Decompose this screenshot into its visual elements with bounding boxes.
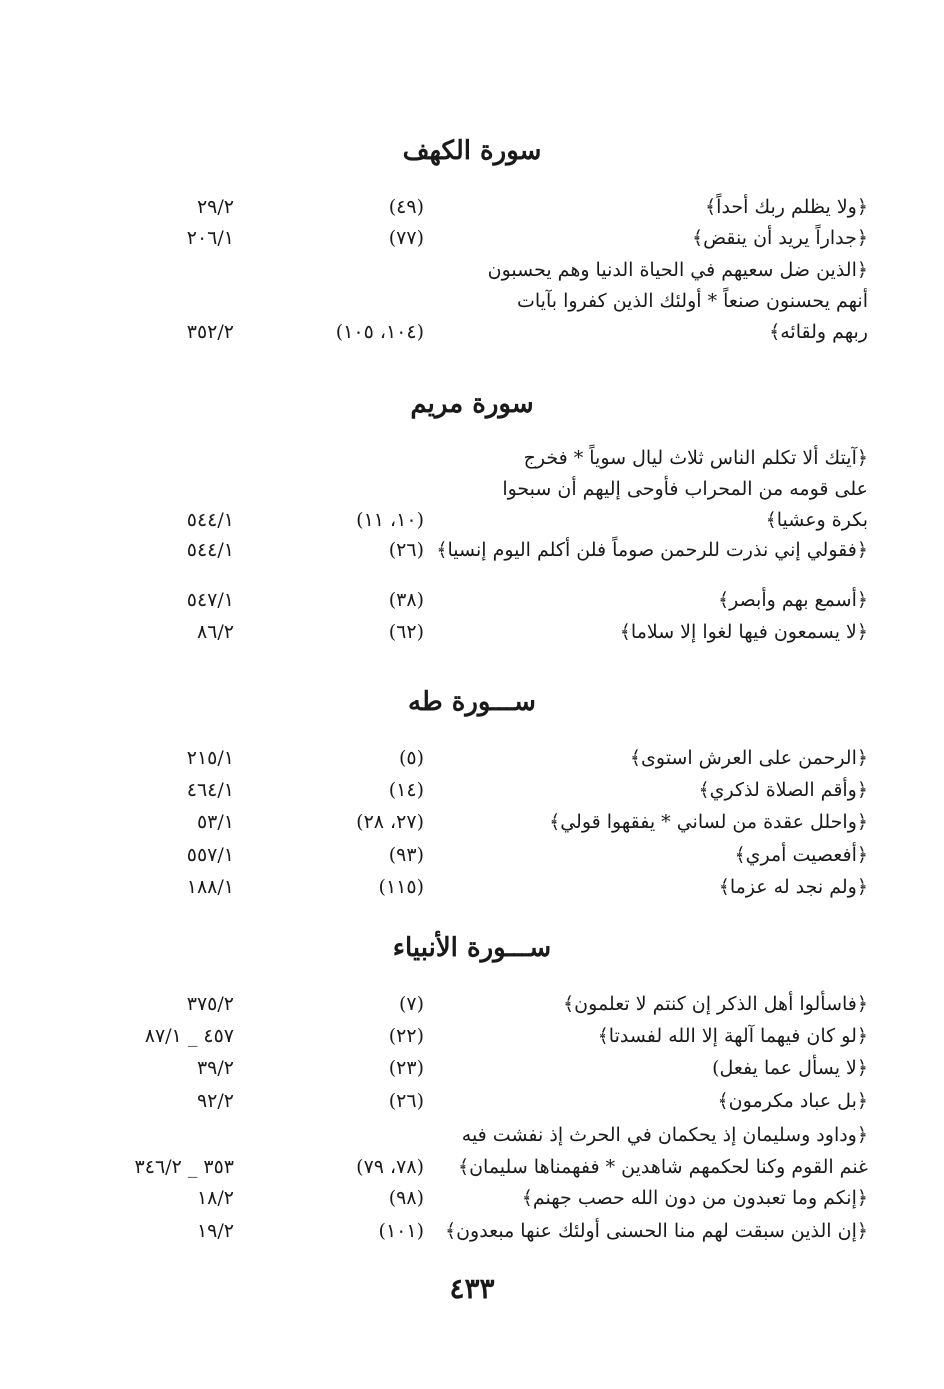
page-reference: ٣٧٥/٢ [186, 993, 234, 1015]
page-reference: ٣٩/٢ [196, 1057, 234, 1079]
verse-number: (٢٦) [388, 539, 424, 561]
verse-text: ﴿الذين ضل سعيهم في الحياة الدنيا وهم يحسبون [487, 259, 868, 281]
verse-text: ﴿أفعصيت أمري﴾ [734, 844, 868, 866]
verse-text: أنهم يحسنون صنعاً * أولئك الذين كفروا بآيات [517, 290, 868, 312]
index-row [0, 876, 944, 908]
verse-number: (٢٧، ٢٨) [356, 811, 424, 833]
verse-number: (٩٨) [388, 1187, 424, 1209]
verse-text: ﴿وداود وسليمان إذ يحكمان في الحرث إذ نفشت فيه [461, 1124, 868, 1146]
page-reference: ٣٥٢/٢ [186, 321, 234, 343]
verse-text: ﴿وأقم الصلاة لذكري﴾ [698, 779, 868, 801]
index-row [0, 539, 944, 571]
surah-heading-maryam: سورة مريم [410, 389, 534, 419]
index-row [0, 1156, 944, 1188]
verse-text: غنم القوم وكنا لحكمهم شاهدين * ففهمناها سليمان﴾ [457, 1156, 868, 1178]
index-row [0, 1220, 944, 1252]
verse-text: ﴿ولا يظلم ربك أحداً﴾ [705, 196, 868, 218]
index-row [0, 321, 944, 353]
index-row [0, 478, 944, 510]
index-row [0, 227, 944, 259]
verse-number: (٧٨، ٧٩) [356, 1156, 424, 1178]
verse-number: (٢٣) [388, 1057, 424, 1079]
verse-text: ﴿أسمع بهم وأبصر﴾ [717, 589, 868, 611]
verse-text: ﴿لا يسأل عما يفعل) [712, 1057, 868, 1079]
verse-number: (٣٨) [388, 589, 424, 611]
verse-text: على قومه من المحراب فأوحى إليهم أن سبحوا [502, 478, 868, 500]
verse-text: ﴿لو كان فيهما آلهة إلا الله لفسدتا﴾ [597, 1025, 868, 1047]
page-reference: ٢٠٦/١ [186, 227, 234, 249]
index-row [0, 747, 944, 779]
verse-number: (٧) [398, 993, 424, 1015]
index-row [0, 196, 944, 228]
page-reference: ٩٢/٢ [196, 1090, 234, 1112]
page-number: ٤٣٣ [449, 1272, 495, 1305]
index-row [0, 1025, 944, 1057]
page-reference: ١٨/٢ [196, 1187, 234, 1209]
index-row [0, 811, 944, 843]
verse-text: ﴿فاسألوا أهل الذكر إن كنتم لا تعلمون﴾ [563, 993, 868, 1015]
verse-text: ربهم ولقائه﴾ [769, 321, 868, 343]
verse-number: (١١٥) [378, 876, 424, 898]
verse-number: (٧٧) [388, 227, 424, 249]
verse-number: (٩٣) [388, 844, 424, 866]
index-row [0, 447, 944, 479]
surah-heading-anbiya: ســـورة الأنبياء [392, 933, 552, 963]
index-row [0, 993, 944, 1025]
verse-text: ﴿فقولي إني نذرت للرحمن صوماً فلن أكلم اليوم إنسيا﴾ [436, 539, 868, 561]
verse-number: (٢٦) [388, 1090, 424, 1112]
verse-number: (٤٩) [388, 196, 424, 218]
surah-heading-taha: ســـورة طه [408, 687, 536, 717]
verse-number: (٢٢) [388, 1025, 424, 1047]
verse-number: (١٠٤، ١٠٥) [335, 321, 424, 343]
page-reference: ٥٤٤/١ [186, 539, 234, 561]
verse-number: (١٤) [388, 779, 424, 801]
index-row [0, 621, 944, 653]
index-row [0, 1057, 944, 1089]
verse-number: (١٠١) [378, 1220, 424, 1242]
page-reference: ٨٦/٢ [196, 621, 234, 643]
page-reference: ٣٥٣ _ ٣٤٦/٢ [134, 1156, 234, 1178]
verse-number: (١٠، ١١) [356, 509, 424, 531]
page-reference: ٢١٥/١ [186, 747, 234, 769]
verse-text: ﴿إنكم وما تعبدون من دون الله حصب جهنم﴾ [521, 1187, 868, 1209]
verse-text: بكرة وعشيا﴾ [765, 509, 868, 531]
page-reference: ١٩/٢ [196, 1220, 234, 1242]
surah-heading-kahf: سورة الكهف [402, 136, 542, 166]
verse-text: ﴿جداراً يريد أن ينقض﴾ [691, 227, 868, 249]
page-reference: ١٨٨/١ [186, 876, 234, 898]
page-reference: ٤٥٧ _ ٨٧/١ [144, 1025, 234, 1047]
page-reference: ٥٤٤/١ [186, 509, 234, 531]
verse-number: (٥) [398, 747, 424, 769]
verse-text: ﴿واحلل عقدة من لساني * يفقهوا قولي﴾ [549, 811, 868, 833]
page-reference: ٥٣/١ [196, 811, 234, 833]
verse-text: ﴿إن الذين سبقت لهم منا الحسنى أولئك عنها مبعدون﴾ [444, 1220, 868, 1242]
verse-text: ﴿الرحمن على العرش استوى﴾ [629, 747, 868, 769]
index-row [0, 509, 944, 541]
index-row [0, 290, 944, 322]
verse-text: ﴿بل عباد مكرمون﴾ [717, 1090, 868, 1112]
index-row [0, 1090, 944, 1122]
verse-text: ﴿لا يسمعون فيها لغوا إلا سلاما﴾ [619, 621, 868, 643]
index-row [0, 844, 944, 876]
index-row [0, 1124, 944, 1156]
verse-text: ﴿ولم نجد له عزما﴾ [718, 876, 868, 898]
index-row [0, 1187, 944, 1219]
page-reference: ٢٩/٢ [196, 196, 234, 218]
index-row [0, 779, 944, 811]
index-row [0, 259, 944, 291]
verse-number: (٦٢) [388, 621, 424, 643]
page-reference: ٤٦٤/١ [186, 779, 234, 801]
index-row [0, 589, 944, 621]
page-reference: ٥٥٧/١ [186, 844, 234, 866]
page-reference: ٥٤٧/١ [186, 589, 234, 611]
verse-text: ﴿آيتك ألا تكلم الناس ثلاث ليال سوياً * فخرج [523, 447, 868, 469]
